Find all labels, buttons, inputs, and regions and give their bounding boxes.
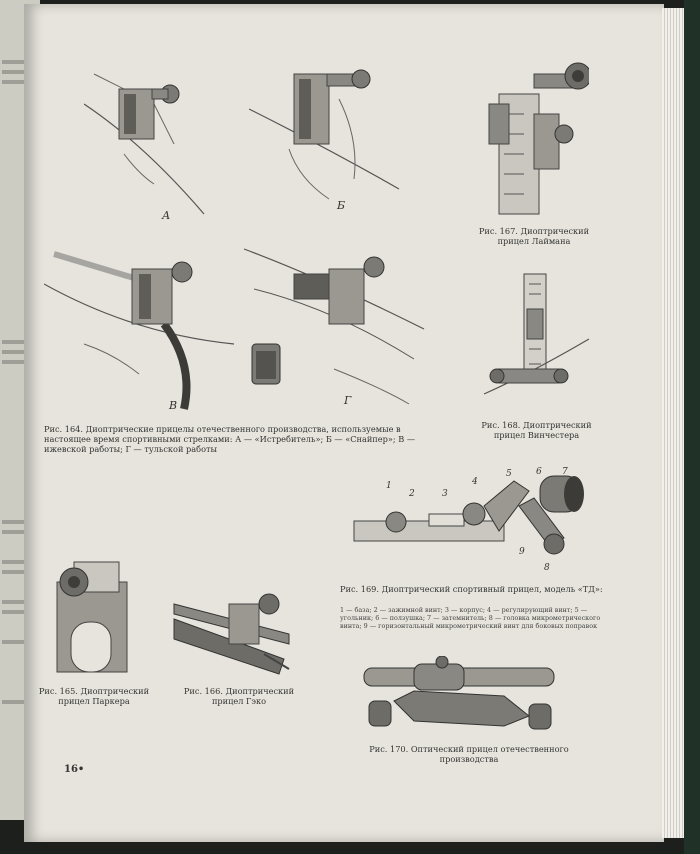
figure-164-sight-v bbox=[44, 224, 244, 419]
figure-164-sight-a bbox=[84, 64, 234, 224]
page-edges bbox=[662, 8, 684, 838]
figure-164-sight-g bbox=[234, 229, 434, 414]
book-page bbox=[24, 4, 664, 842]
fig169-num-1: 1 bbox=[386, 481, 392, 491]
fig169-num-5: 5 bbox=[506, 469, 512, 479]
fig169-num-7: 7 bbox=[562, 467, 568, 477]
figure-164-sight-b bbox=[249, 59, 409, 219]
fig170-caption: Рис. 170. Оптический прицел отечественного производства bbox=[369, 744, 569, 764]
fig164-label-a: А bbox=[162, 209, 171, 222]
fig165-caption: Рис. 165. Диоптрический прицел Паркера bbox=[38, 686, 150, 706]
fig169-num-8: 8 bbox=[544, 563, 550, 573]
figure-167-lyman-sight bbox=[474, 54, 589, 224]
fig164-label-v: В bbox=[169, 399, 178, 412]
fig169-caption: Рис. 169. Диоптрический спортивный прицел, модель «ТД»: bbox=[340, 584, 603, 594]
fig164-label-g: Г bbox=[344, 394, 352, 407]
fig169-num-2: 2 bbox=[409, 489, 415, 499]
fig169-num-3: 3 bbox=[442, 489, 448, 499]
fig166-caption: Рис. 166. Диоптрический прицел Гэко bbox=[183, 686, 295, 706]
page-number: 16• bbox=[64, 764, 85, 775]
book-cover-edge bbox=[684, 0, 700, 854]
figure-169-td-sight bbox=[344, 466, 594, 578]
figure-168-winchester-sight bbox=[479, 269, 594, 414]
fig169-legend: 1 — база; 2 — зажимной винт; 3 — корпус; 4 — регулирующий винт; 5 — угольник; 6 — ползушка; 7 — затемнитель; 8 — головка микрометрического винта; 9 — горизонтальный микрометрический винт для боковых поправок bbox=[340, 606, 601, 630]
fig164-label-b: Б bbox=[337, 199, 346, 212]
fig168-caption: Рис. 168. Диоптрический прицел Винчестера bbox=[481, 420, 592, 440]
fig164-caption: Рис. 164. Диоптрические прицелы отечественного производства, используемые в настоящее время спортивными стрелками: А — «Истребитель»; Б — «Снайпер»; В — ижевской работы; Г — тульской работы bbox=[44, 424, 416, 454]
fig167-caption: Рис. 167. Диоптрический прицел Лаймана bbox=[478, 226, 590, 246]
fig169-num-9: 9 bbox=[519, 547, 525, 557]
figure-170-optical-scope bbox=[354, 656, 564, 741]
fig169-num-6: 6 bbox=[536, 467, 542, 477]
figure-165-parker-sight bbox=[49, 552, 139, 677]
figure-166-gecko-sight bbox=[169, 584, 299, 679]
fig169-num-4: 4 bbox=[472, 477, 478, 487]
